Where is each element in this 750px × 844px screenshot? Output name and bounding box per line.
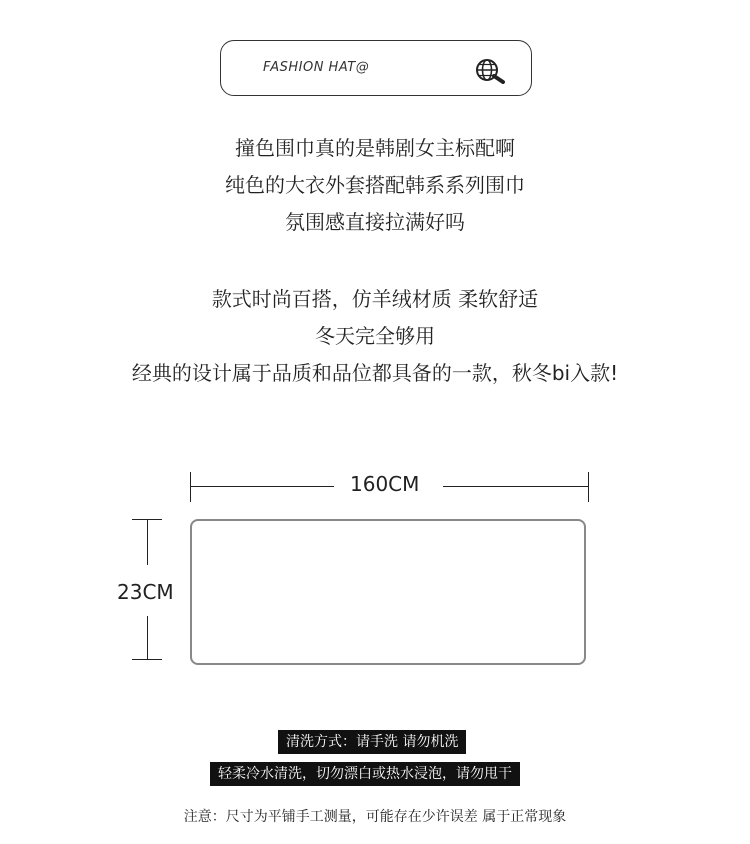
intro-line: 纯色的大衣外套搭配韩系系列围巾: [225, 173, 525, 197]
width-dimension-line-right: [443, 486, 589, 487]
height-label: 23CM: [117, 580, 174, 604]
search-bar[interactable]: [220, 40, 532, 96]
width-dimension-right-tick: [588, 472, 589, 502]
height-dimension-bottom-tick: [132, 659, 162, 660]
intro-paragraph: [0, 130, 750, 241]
washing-method-tag: 清洗方式：请手洗 请勿机洗: [278, 730, 466, 754]
feature-line: 经典的设计属于品质和品位都具备的一款，秋冬bi入款!: [131, 361, 619, 385]
washing-instructions-tag: 轻柔冷水清洗，切勿漂白或热水浸泡，请勿甩干: [210, 762, 520, 786]
feature-line: 冬天完全够用: [315, 324, 435, 348]
height-dimension-line-bottom: [147, 616, 148, 660]
feature-line: 款式时尚百搭，仿羊绒材质 柔软舒适: [211, 287, 539, 311]
width-dimension-left-tick: [190, 472, 191, 502]
search-text: FASHION HAT@: [263, 60, 370, 75]
scarf-outline: [190, 519, 586, 665]
feature-paragraph: [0, 281, 750, 392]
width-dimension-line-left: [190, 486, 334, 487]
globe-search-icon[interactable]: [473, 56, 513, 84]
intro-line: 氛围感直接拉满好吗: [285, 210, 465, 234]
height-dimension-line-top: [147, 519, 148, 565]
width-label: 160CM: [350, 472, 420, 496]
measurement-note: 注意：尺寸为平铺手工测量，可能存在少许误差 属于正常现象: [183, 809, 567, 825]
intro-line: 撞色围巾真的是韩剧女主标配啊: [235, 136, 515, 160]
